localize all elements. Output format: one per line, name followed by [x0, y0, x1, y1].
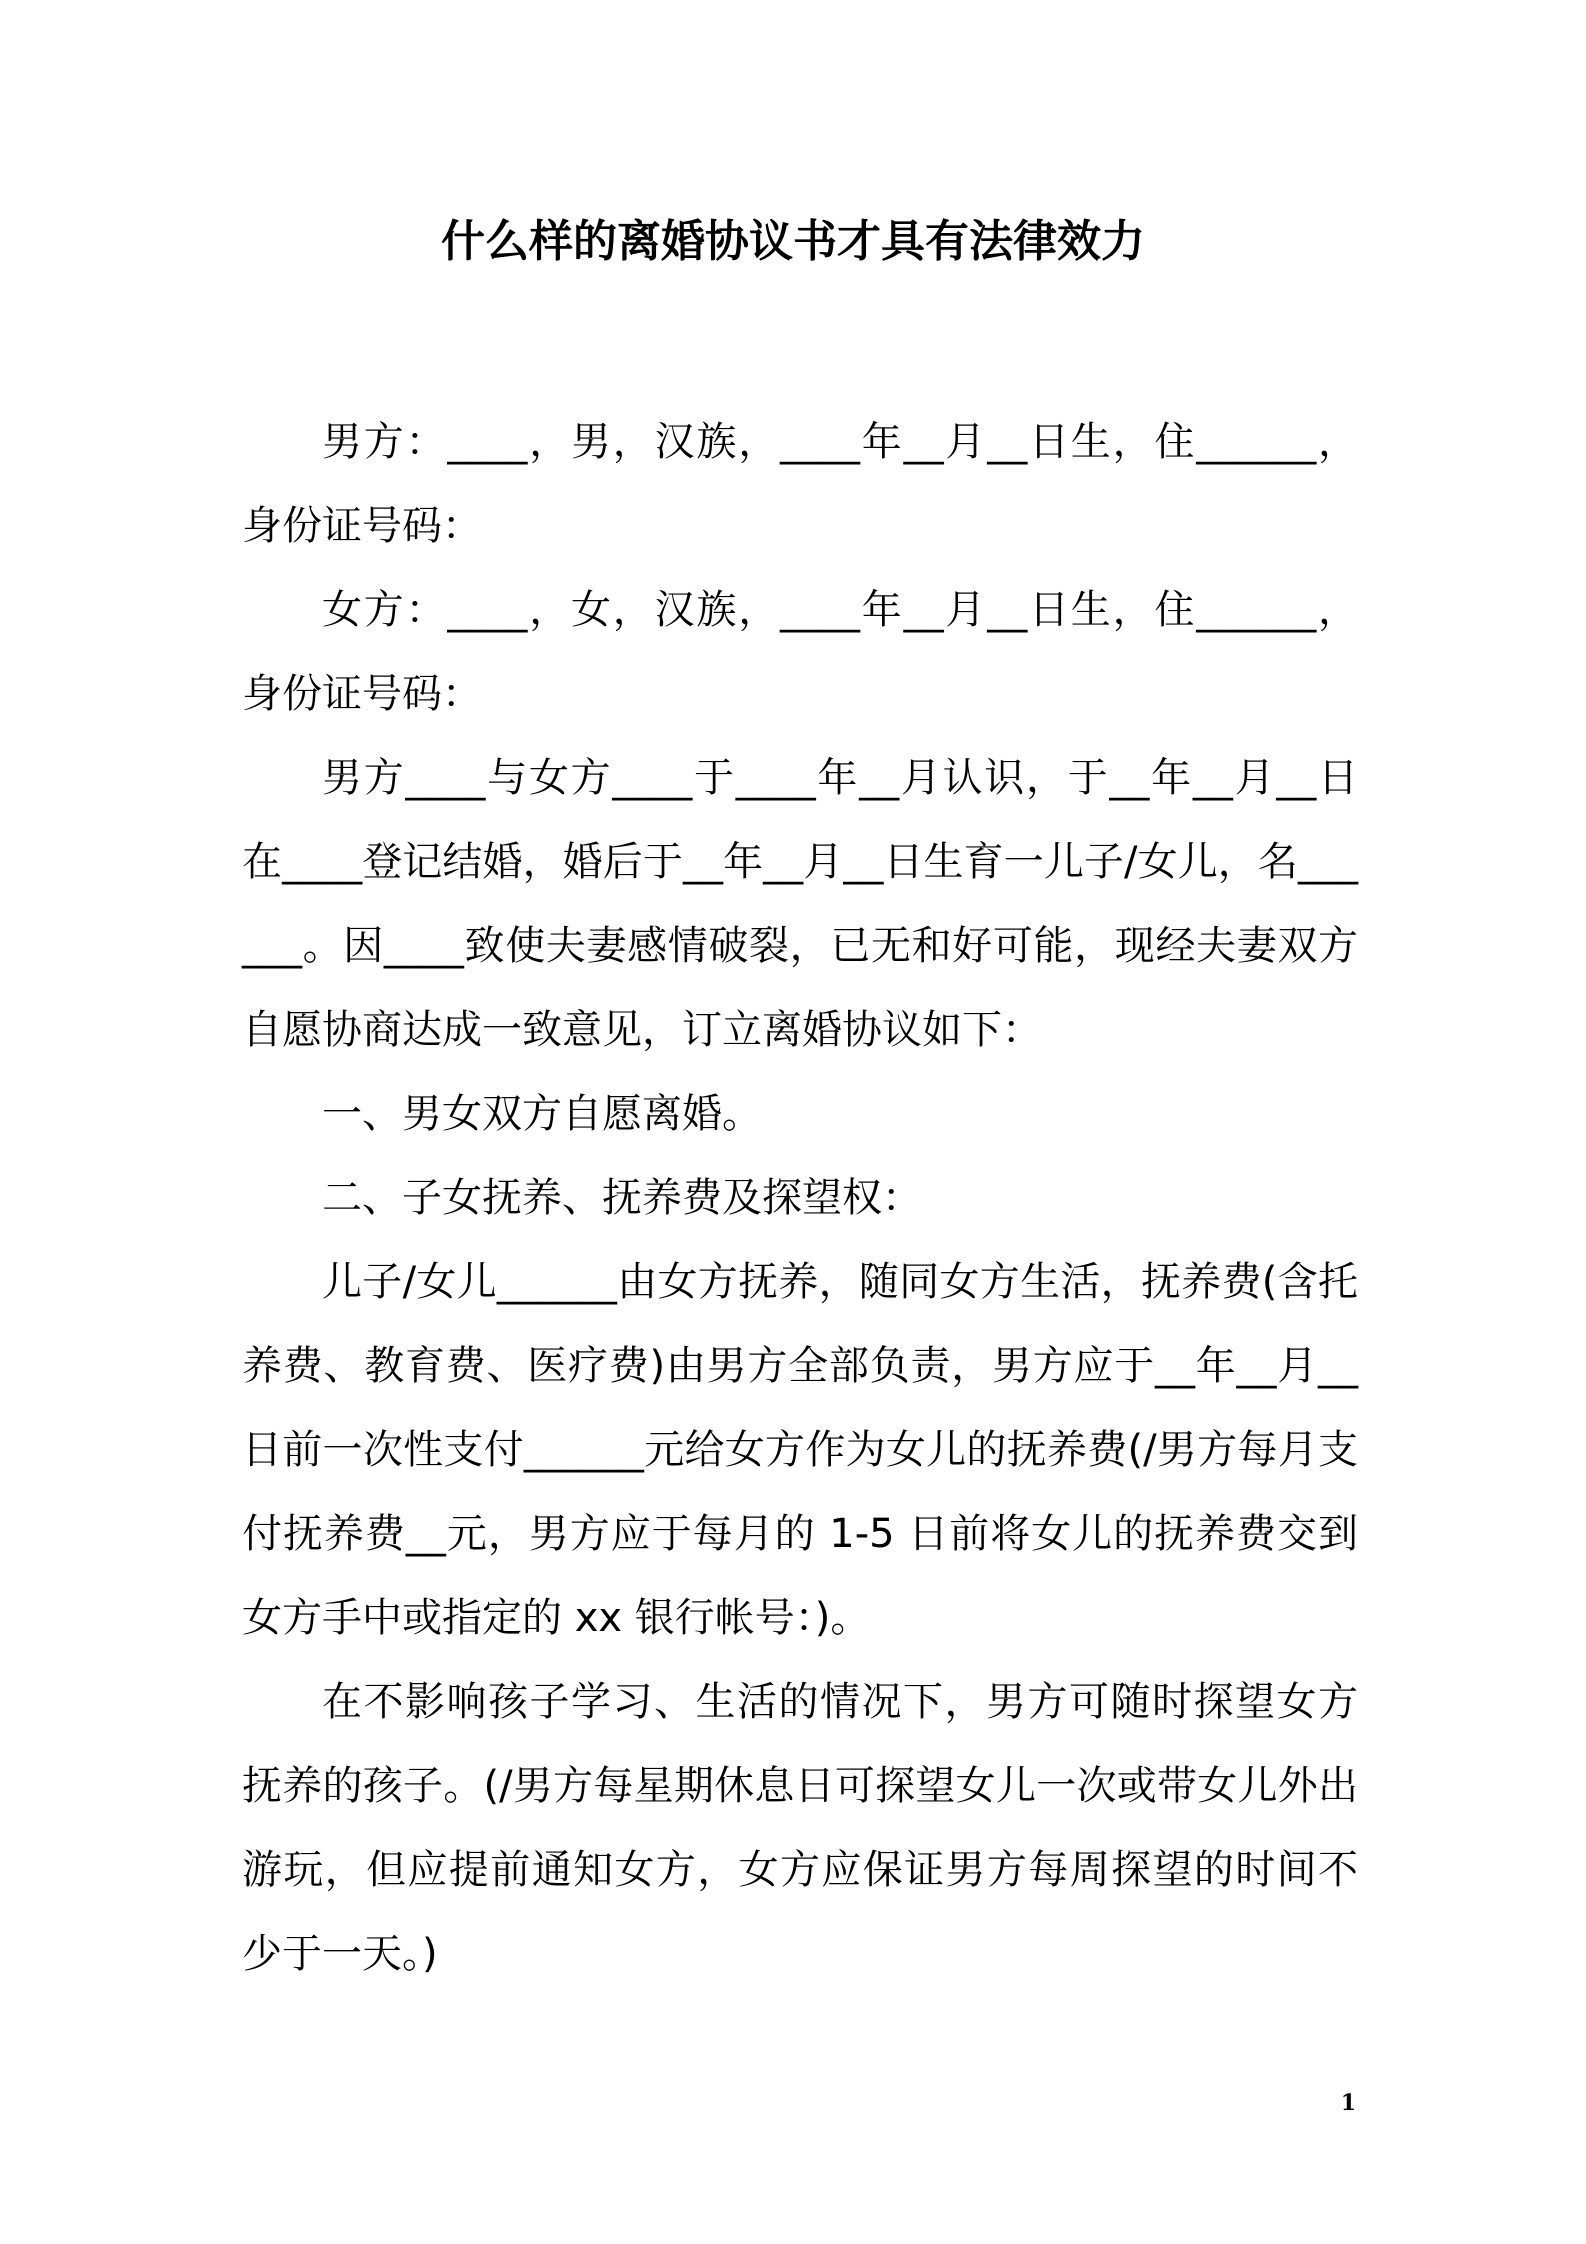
paragraph-female-party: 女方：____，女，汉族，____年__月__日生，住______，身份证号码：	[242, 587, 1358, 717]
paragraph-clause-1: 一、男女双方自愿离婚。	[322, 1091, 762, 1137]
paragraph-male-party: 男方：____，男，汉族，____年__月__日生，住______，身份证号码：	[242, 419, 1358, 549]
document-body	[242, 400, 1358, 1996]
document-title: 什么样的离婚协议书才具有法律效力	[441, 216, 1145, 267]
paragraph-visitation: 在不影响孩子学习、生活的情况下，男方可随时探望女方抚养的孩子。(/男方每星期休息日可探望女儿一次或带女儿外出游玩，但应提前通知女方，女方应保证男方每周探望的时间不少于一天。)	[242, 1679, 1358, 1977]
paragraph-clause-2-heading: 二、子女抚养、抚养费及探望权：	[322, 1175, 922, 1221]
paragraph-marriage-background: 男方____与女方____于____年__月认识，于__年__月__日在____登记结婚，婚后于__年__月__日生育一儿子/女儿，名______。因____致使夫妻感情破裂，已无和好可能，现经夫妻双方自愿协商达成一致意见，订立离婚协议如下：	[242, 755, 1358, 1053]
paragraph-child-support: 儿子/女儿______由女方抚养，随同女方生活，抚养费(含托养费、教育费、医疗费)由男方全部负责，男方应于__年__月__日前一次性支付______元给女方作为女儿的抚养费(/男方每月支付抚养费__元，男方应于每月的 1-5 日前将女儿的抚养费交到女方手中或指定的 xx 银行帐号：)。	[242, 1259, 1358, 1641]
page-number: 1	[1340, 2090, 1356, 2116]
